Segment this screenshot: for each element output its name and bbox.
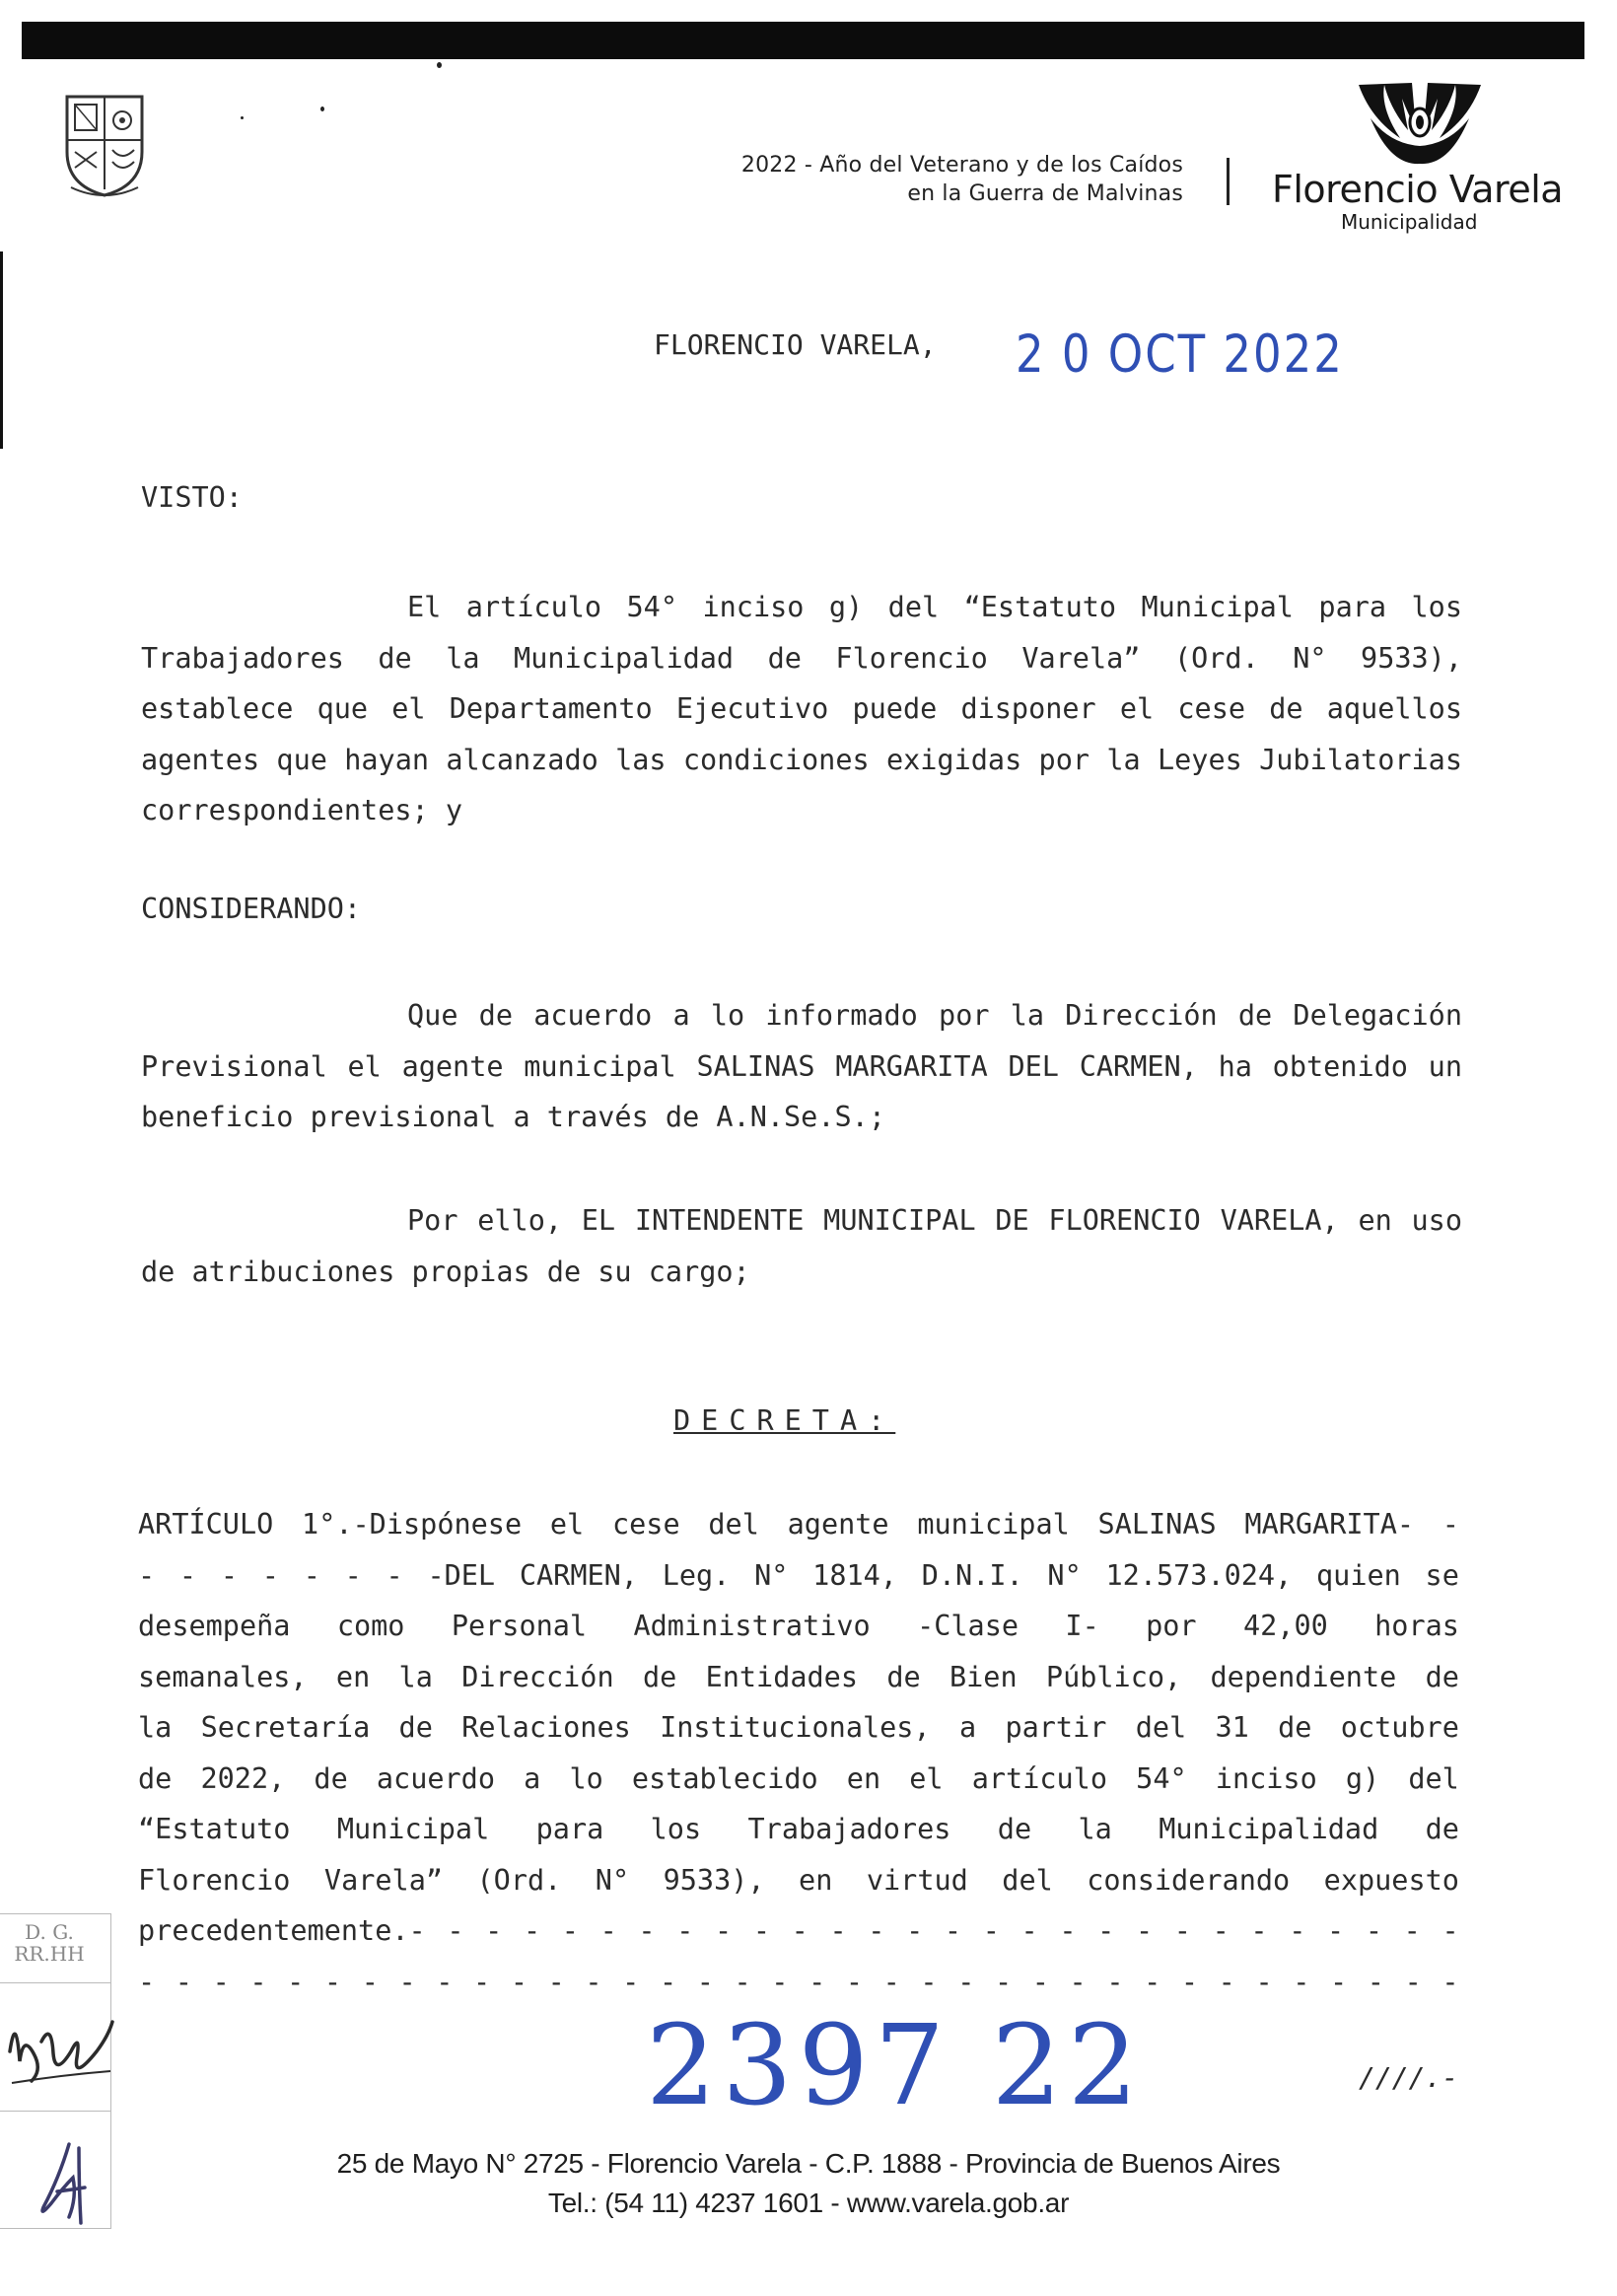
- article-word: -: [473, 1965, 491, 1998]
- article-word: -: [1441, 1965, 1459, 1998]
- article-word: los: [650, 1813, 702, 1845]
- header-motto-line1: 2022 - Año del Veterano y de los Caídos: [740, 153, 1183, 178]
- article-word: -: [249, 1965, 267, 1998]
- article-1: [138, 1499, 1459, 2007]
- article-word: de: [398, 1711, 433, 1744]
- continuation-mark: ////.-: [1359, 2061, 1459, 2094]
- article-word: del: [708, 1508, 759, 1541]
- article-word: de: [138, 1761, 173, 1795]
- rrhh-label-line2: RR.HH: [14, 1942, 85, 1966]
- footer-contact: Tel.: (54 11) 4237 1601 - www.varela.gob.ar: [547, 2188, 1070, 2218]
- considerando-paragraph-1: [141, 990, 1462, 1143]
- article-word: -: [1069, 1965, 1087, 1998]
- article-word: -: [676, 1914, 694, 1947]
- florencio-varela-flower-logo: [1351, 79, 1489, 166]
- article-word: Municipalidad: [1159, 1813, 1379, 1845]
- article-word: inciso: [1215, 1761, 1317, 1795]
- article-word: -: [1403, 1914, 1421, 1947]
- article-word: -: [1031, 1965, 1049, 1998]
- article-word: -: [138, 1965, 156, 1998]
- scan-left-edge: [0, 251, 3, 449]
- article-word: -: [1404, 1965, 1422, 1998]
- header-motto: [741, 151, 1183, 208]
- article-word: -: [1367, 1965, 1384, 1998]
- scan-speck: [320, 107, 324, 111]
- logo-subtitle: Municipalidad: [1341, 210, 1478, 234]
- article-word: -: [436, 1965, 454, 1998]
- visto-paragraph: [141, 582, 1462, 836]
- article-word: -: [1218, 1965, 1235, 1998]
- article-word: como: [336, 1610, 405, 1642]
- article-word: Municipal: [336, 1813, 490, 1845]
- article-word: -: [1173, 1914, 1191, 1947]
- article-word: -: [447, 1914, 464, 1947]
- article-word: del: [1408, 1761, 1459, 1795]
- article-word: Personal: [451, 1610, 588, 1642]
- article-word: -Clase: [917, 1610, 1019, 1642]
- article-word: 9533),: [663, 1863, 765, 1897]
- article-word: -: [1059, 1914, 1077, 1947]
- article-word: -: [944, 1914, 962, 1947]
- considerando-text-2: Por ello, EL INTENDENTE MUNICIPAL DE FLORENCIO VARELA, en uso de atribuciones propias de su cargo;: [141, 1204, 1462, 1288]
- article-word: -: [212, 1965, 230, 1998]
- article-word: -: [771, 1965, 789, 1998]
- article-word: -: [659, 1965, 677, 1998]
- article-word: en: [846, 1761, 881, 1795]
- decree-number-stamp: 2397 22: [646, 2002, 1145, 2130]
- article-word: de: [1425, 1813, 1459, 1845]
- article-word: desempeña: [138, 1610, 291, 1642]
- article-word: octubre: [1340, 1711, 1459, 1744]
- rrhh-label-line1: D. G.: [25, 1920, 74, 1944]
- logo-name: Florencio Varela: [1272, 168, 1564, 211]
- article-word: -: [1330, 1965, 1348, 1998]
- article-word: 54°: [1136, 1761, 1187, 1795]
- decreta-heading: DECRETA:: [673, 1404, 896, 1437]
- article-word: -: [1144, 1965, 1161, 1998]
- article-word: -: [323, 1965, 342, 1998]
- article-word: 42,00: [1242, 1610, 1328, 1642]
- article-word: ARTÍCULO: [138, 1508, 274, 1541]
- article-word: para: [535, 1813, 604, 1845]
- article-word: -: [808, 1965, 826, 1998]
- article-word: -: [1255, 1965, 1273, 1998]
- article-word: -: [1293, 1965, 1310, 1998]
- article-word: -: [715, 1914, 733, 1947]
- article-word: Entidades: [705, 1660, 859, 1693]
- article-word: -: [599, 1914, 617, 1947]
- article-word: expuesto: [1323, 1863, 1459, 1897]
- article-word: cese: [611, 1508, 680, 1541]
- article-word: Relaciones: [461, 1711, 631, 1744]
- article-word: horas: [1374, 1610, 1459, 1642]
- article-word: -: [303, 1558, 320, 1592]
- article-word: -DEL: [427, 1558, 496, 1592]
- article-word: Bien: [949, 1660, 1018, 1693]
- article-word: el: [909, 1761, 944, 1795]
- article-word: -: [138, 1558, 156, 1592]
- article-word: considerando: [1087, 1863, 1291, 1897]
- article-word: -: [344, 1558, 362, 1592]
- article-word: precedentemente.-: [138, 1914, 426, 1947]
- article-word: MARGARITA-: [1244, 1508, 1415, 1541]
- article-1-line: [138, 1601, 1459, 1652]
- article-word: -: [829, 1914, 847, 1947]
- scan-speck: [241, 116, 244, 119]
- visto-text: El artículo 54° inciso g) del “Estatuto Municipal para los Trabajadores de la Municipalidad de Florencio Varela” (Ord. N° 9533), establece que el Departamento Ejecutivo puede disponer el cese de aquellos agentes que hayan alcanzado las condiciones exigidas por la Leyes Jubilatorias correspondientes; y: [141, 591, 1462, 826]
- article-word: -: [547, 1965, 565, 1998]
- article-word: -: [1289, 1914, 1306, 1947]
- article-word: -: [734, 1965, 751, 1998]
- article-word: se: [1425, 1558, 1459, 1592]
- article-word: quien: [1316, 1558, 1401, 1592]
- article-word: -: [1327, 1914, 1345, 1947]
- rrhh-divider: [0, 2111, 110, 2112]
- article-word: -: [561, 1914, 579, 1947]
- article-word: -: [220, 1558, 239, 1592]
- article-word: -: [1441, 1508, 1459, 1541]
- article-word: -: [791, 1914, 808, 1947]
- article-word: la: [138, 1711, 173, 1744]
- article-word: a: [958, 1711, 977, 1744]
- article-word: Dirección: [461, 1660, 614, 1693]
- footer-address: 25 de Mayo N° 2725 - Florencio Varela - C.P. 1888 - Provincia de Buenos Aires: [336, 2148, 1281, 2179]
- article-word: -: [1106, 1965, 1124, 1998]
- place-label: FLORENCIO VARELA,: [654, 328, 937, 361]
- visto-heading: VISTO:: [141, 481, 243, 514]
- article-word: -: [1212, 1914, 1230, 1947]
- article-word: la: [1078, 1813, 1112, 1845]
- municipality-logo: [1272, 79, 1607, 247]
- article-word: CARMEN,: [519, 1558, 638, 1592]
- article-word: municipal: [917, 1508, 1070, 1541]
- article-1-line: [138, 1754, 1459, 1805]
- considerando-heading: CONSIDERANDO:: [141, 893, 362, 925]
- article-word: artículo: [971, 1761, 1108, 1795]
- article-word: agente: [787, 1508, 889, 1541]
- article-word: Secretaría: [200, 1711, 371, 1744]
- article-word: -: [906, 1914, 924, 1947]
- rrhh-divider: [0, 1982, 110, 1983]
- article-word: -: [868, 1914, 885, 1947]
- article-word: semanales,: [138, 1660, 308, 1693]
- article-word: D.N.I.: [921, 1558, 1023, 1592]
- article-word: 2022,: [200, 1761, 286, 1795]
- article-word: del: [1135, 1711, 1187, 1744]
- considerando-paragraph-2: [141, 1195, 1462, 1297]
- article-word: de: [314, 1761, 348, 1795]
- article-word: 31: [1215, 1711, 1249, 1744]
- initials-signature-1: [2, 1992, 120, 2101]
- article-word: -: [982, 1914, 1000, 1947]
- article-word: 12.573.024,: [1105, 1558, 1293, 1592]
- article-word: de: [1278, 1711, 1312, 1744]
- article-word: Institucionales,: [660, 1711, 931, 1744]
- article-word: Trabajadores: [747, 1813, 951, 1845]
- article-1-line: [138, 1652, 1459, 1703]
- article-word: -: [1097, 1914, 1115, 1947]
- article-word: 1814,: [812, 1558, 897, 1592]
- article-word: el: [549, 1508, 585, 1541]
- article-word: Administrativo: [633, 1610, 871, 1642]
- article-word: -: [585, 1965, 602, 1998]
- article-word: dependiente: [1210, 1660, 1397, 1693]
- article-word: N°: [595, 1863, 630, 1897]
- article-word: de: [642, 1660, 677, 1693]
- article-word: -: [1365, 1914, 1383, 1947]
- article-word: “Estatuto: [138, 1813, 291, 1845]
- article-word: -: [361, 1965, 379, 1998]
- header-divider: [1227, 158, 1230, 205]
- article-word: virtud: [866, 1863, 968, 1897]
- article-1-line: [138, 1550, 1459, 1602]
- article-word: SALINAS: [1097, 1508, 1217, 1541]
- article-word: Florencio: [138, 1863, 291, 1897]
- article-word: N°: [754, 1558, 789, 1592]
- article-1-line: [138, 1499, 1459, 1550]
- considerando-text-1: Que de acuerdo a lo informado por la Dirección de Delegación Previsional el agente municipal SALINAS MARGARITA DEL CARMEN, ha obtenido un beneficio previsional a través de A.N.Se.S.;: [141, 999, 1462, 1133]
- article-word: de: [1425, 1660, 1459, 1693]
- article-word: g): [1345, 1761, 1380, 1795]
- article-word: -: [957, 1965, 975, 1998]
- scan-speck: [437, 62, 442, 68]
- article-word: (Ord.: [476, 1863, 562, 1897]
- municipal-crest-icon: [61, 91, 148, 199]
- article-word: -: [386, 1558, 403, 1592]
- article-word: la: [398, 1660, 433, 1693]
- date-stamp: 2 0 OCT 2022: [1016, 323, 1344, 385]
- article-word: -: [175, 1965, 192, 1998]
- article-word: -: [920, 1965, 938, 1998]
- article-word: Varela”: [323, 1863, 444, 1897]
- article-word: acuerdo: [376, 1761, 495, 1795]
- article-word: -: [523, 1914, 541, 1947]
- article-1-line: [138, 1855, 1459, 1906]
- article-word: N°: [1047, 1558, 1082, 1592]
- article-word: en: [335, 1660, 371, 1693]
- article-word: -: [1250, 1914, 1268, 1947]
- article-1-line: [138, 1804, 1459, 1855]
- article-1-line: [138, 1905, 1459, 1957]
- article-word: -: [510, 1965, 527, 1998]
- article-word: partir: [1005, 1711, 1107, 1744]
- article-word: -: [287, 1965, 305, 1998]
- article-word: -: [178, 1558, 197, 1592]
- rrhh-label: [10, 1921, 89, 1965]
- article-word: por: [1146, 1610, 1197, 1642]
- article-word: de: [997, 1813, 1032, 1845]
- article-word: a: [524, 1761, 541, 1795]
- article-word: del: [1002, 1863, 1053, 1897]
- article-word: -: [994, 1965, 1013, 1998]
- article-word: establecido: [631, 1761, 818, 1795]
- article-word: Leg.: [662, 1558, 731, 1592]
- article-1-line: [138, 1702, 1459, 1754]
- article-word: -: [485, 1914, 503, 1947]
- article-word: -: [398, 1965, 416, 1998]
- header-motto-line2: en la Guerra de Malvinas: [907, 181, 1183, 206]
- scan-top-bar: [22, 22, 1584, 59]
- article-word: de: [886, 1660, 921, 1693]
- article-word: -: [752, 1914, 771, 1947]
- article-word: -: [882, 1965, 900, 1998]
- article-word: -: [1135, 1914, 1154, 1947]
- article-word: I-: [1065, 1610, 1099, 1642]
- article-word: lo: [569, 1761, 603, 1795]
- article-word: 1°.-Dispónese: [302, 1508, 523, 1541]
- article-word: -: [845, 1965, 864, 1998]
- article-word: -: [696, 1965, 714, 1998]
- article-word: en: [799, 1863, 833, 1897]
- article-1-line: [138, 1957, 1459, 2008]
- article-word: -: [622, 1965, 640, 1998]
- article-word: -: [1441, 1914, 1459, 1947]
- article-word: -: [1020, 1914, 1038, 1947]
- article-word: -: [1180, 1965, 1199, 1998]
- article-word: -: [638, 1914, 656, 1947]
- article-word: Público,: [1045, 1660, 1182, 1693]
- article-word: -: [261, 1558, 279, 1592]
